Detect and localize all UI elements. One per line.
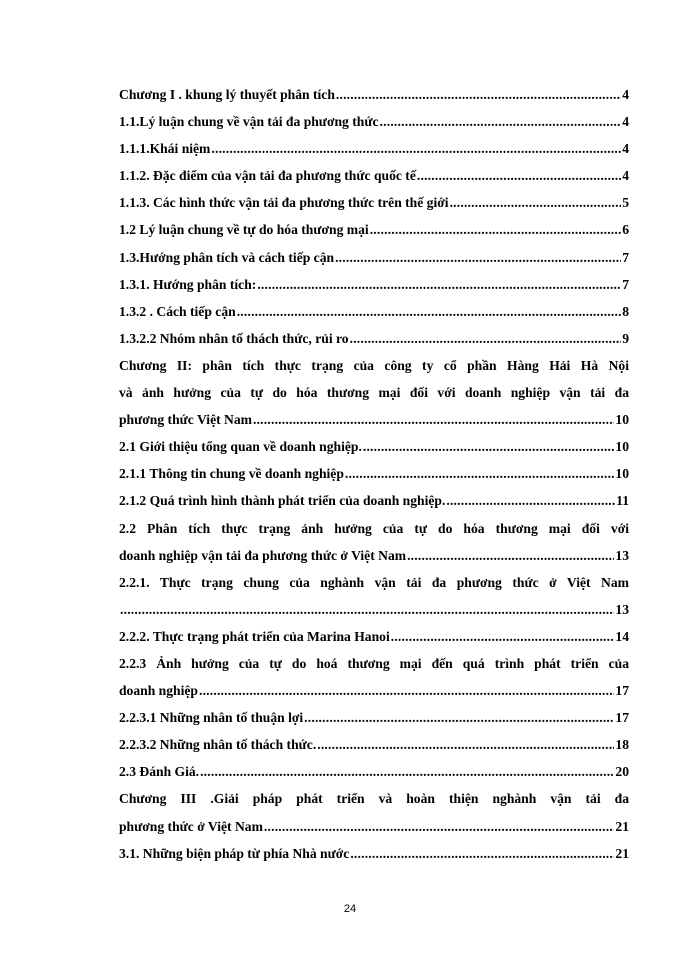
- toc-entry-line: [119, 758, 629, 785]
- toc-entry-line: [119, 244, 629, 271]
- toc-entry[interactable]: [119, 189, 629, 216]
- toc-entry-line: [119, 271, 629, 298]
- toc-entry-title: Chương I . khung lý thuyết phân tích: [119, 87, 335, 102]
- dot-leader: [446, 487, 615, 514]
- toc-page-number: 6: [622, 222, 629, 238]
- dot-leader: [391, 623, 615, 650]
- toc-entry-line: [119, 298, 629, 325]
- toc-entry-title: 2.3 Đánh Giá.: [119, 764, 200, 780]
- toc-entry-title: doanh nghiệp vận tải đa phương thức ở Việt Nam: [119, 547, 407, 563]
- dot-leader: [407, 542, 614, 569]
- toc-entry[interactable]: [119, 758, 629, 785]
- toc-entry[interactable]: [119, 244, 629, 271]
- toc-entry-title: phương thức Việt Nam: [119, 412, 252, 428]
- toc-entry-line: [119, 108, 629, 135]
- toc-page-number: 14: [615, 628, 629, 644]
- toc-entry-title: 1.3.2.2 Nhóm nhân tố thách thức, rủi ro: [119, 330, 349, 346]
- toc-entry-text-line: Chương III .Giải pháp phát triển và hoàn thiện nghành vận tải đa: [119, 791, 629, 807]
- toc-entry-title: 1.3.Hướng phân tích và cách tiếp cận: [119, 249, 335, 265]
- dot-leader: [317, 731, 614, 758]
- toc-page-number: 8: [622, 303, 629, 319]
- dot-leader: [253, 406, 614, 433]
- toc-entry[interactable]: [119, 569, 629, 623]
- toc-entry-title: 1.2 Lý luận chung về tự do hóa thương mại: [119, 222, 369, 238]
- toc-entry-line: [119, 840, 629, 867]
- toc-entry-text-line: Chương II: phân tích thực trạng của công ty cổ phần Hàng Hải Hà Nội: [119, 357, 629, 373]
- toc-entry-line: [119, 433, 629, 460]
- dot-leader: [363, 433, 615, 460]
- toc-entry[interactable]: [119, 271, 629, 298]
- toc-entry[interactable]: [119, 704, 629, 731]
- toc-entry-title: doanh nghiệp: [119, 683, 198, 699]
- toc-entry-line: [119, 542, 629, 569]
- toc-page-number: 4: [622, 114, 629, 130]
- toc-entry-line: [119, 135, 629, 162]
- toc-entry-title: 2.1 Giới thiệu tổng quan về doanh nghiệp.: [119, 439, 362, 455]
- toc-entry[interactable]: [119, 298, 629, 325]
- toc-entry-line: [119, 623, 629, 650]
- toc-entry[interactable]: [119, 108, 629, 135]
- toc-entry[interactable]: [119, 325, 629, 352]
- toc-page-number: 4: [622, 141, 629, 157]
- dot-leader: [304, 704, 614, 731]
- toc-entry-line: [119, 460, 629, 487]
- dot-leader: [199, 677, 614, 704]
- toc-entry[interactable]: [119, 352, 629, 433]
- toc-entry-line: [119, 81, 629, 108]
- toc-entry-line: [119, 216, 629, 243]
- table-of-contents: [119, 81, 629, 867]
- dot-leader: [345, 460, 615, 487]
- toc-entry-text-line: 2.2.3 Ảnh hưởng của tự do hoá thương mại đến quá trình phát triển của: [119, 655, 629, 671]
- dot-leader: [380, 108, 622, 135]
- toc-entry[interactable]: [119, 162, 629, 189]
- toc-entry-title: 2.1.2 Quá trình hình thành phát triển của doanh nghiệp.: [119, 493, 446, 509]
- toc-page-number: 4: [622, 87, 629, 102]
- toc-entry-text-line: và ảnh hưởng của tự do hóa thương mại đối với doanh nghiệp vận tải đa: [119, 385, 629, 401]
- toc-page-number: 9: [622, 330, 629, 346]
- dot-leader: [237, 298, 622, 325]
- dot-leader: [257, 271, 621, 298]
- toc-entry[interactable]: [119, 487, 629, 514]
- toc-page-number: 21: [615, 845, 629, 861]
- dot-leader: [417, 162, 621, 189]
- toc-page-number: 21: [615, 818, 629, 834]
- toc-entry[interactable]: [119, 81, 629, 108]
- toc-page-number: 13: [615, 547, 629, 563]
- toc-entry-text-line: 2.2.1. Thực trạng chung của nghành vận tải đa phương thức ở Việt Nam: [119, 574, 629, 590]
- toc-page-number: 18: [615, 737, 629, 753]
- dot-leader: [264, 813, 615, 840]
- toc-page-number: 10: [615, 412, 629, 428]
- dot-leader: [211, 135, 621, 162]
- toc-entry-title: 1.1.2. Đặc điểm của vận tải đa phương thức quốc tế: [119, 168, 416, 184]
- dot-leader: [450, 189, 622, 216]
- toc-entry-title: 2.2.3.2 Những nhân tố thách thức.: [119, 737, 317, 753]
- toc-page-number: 20: [615, 764, 629, 780]
- page-number: 24: [343, 903, 357, 915]
- dot-leader: [120, 596, 614, 623]
- toc-entry-title: 1.3.1. Hướng phân tích:: [119, 276, 257, 292]
- toc-entry-title: 1.1.Lý luận chung về vận tải đa phương thức: [119, 114, 379, 130]
- toc-page-number: 10: [615, 439, 629, 455]
- toc-entry[interactable]: [119, 650, 629, 704]
- toc-entry[interactable]: [119, 623, 629, 650]
- toc-entry-line: [119, 325, 629, 352]
- toc-entry[interactable]: [119, 460, 629, 487]
- toc-entry-title: 2.1.1 Thông tin chung về doanh nghiệp: [119, 466, 344, 482]
- toc-entry[interactable]: [119, 515, 629, 569]
- toc-page-number: 7: [622, 249, 629, 265]
- toc-entry-line: [119, 731, 629, 758]
- toc-entry-title: 2.2.3.1 Những nhân tố thuận lợi: [119, 710, 304, 726]
- toc-entry[interactable]: [119, 135, 629, 162]
- toc-page-number: 4: [622, 168, 629, 184]
- toc-entry-text-line: 2.2 Phân tích thực trạng ảnh hưởng của tự do hóa thương mại đối với: [119, 520, 629, 536]
- toc-page-number: 17: [615, 683, 629, 699]
- toc-entry-line: [119, 677, 629, 704]
- toc-entry-line: [119, 704, 629, 731]
- dot-leader: [350, 325, 622, 352]
- dot-leader: [335, 244, 621, 271]
- toc-entry-title: phương thức ở Việt Nam: [119, 818, 263, 834]
- toc-entry-line: [119, 189, 629, 216]
- toc-entry-title: 1.3.2 . Cách tiếp cận: [119, 303, 236, 319]
- toc-page-number: 10: [615, 466, 629, 482]
- toc-entry[interactable]: [119, 840, 629, 867]
- toc-entry[interactable]: [119, 433, 629, 460]
- toc-entry-line: [119, 813, 629, 840]
- toc-entry-line: [119, 406, 629, 433]
- toc-page-number: 13: [615, 601, 629, 617]
- toc-page-number: 11: [616, 493, 629, 509]
- toc-entry-line: [119, 596, 629, 623]
- toc-entry[interactable]: [119, 216, 629, 243]
- toc-entry-title: 1.1.3. Các hình thức vận tải đa phương thức trên thế giới: [119, 195, 449, 211]
- toc-entry-title: 2.2.2. Thực trạng phát triển của Marina Hanoi: [119, 628, 390, 644]
- dot-leader: [350, 840, 614, 867]
- toc-page-number: 7: [622, 276, 629, 292]
- toc-entry-line: [119, 162, 629, 189]
- dot-leader: [200, 758, 614, 785]
- toc-entry[interactable]: [119, 731, 629, 758]
- toc-entry-title: 3.1. Những biện pháp từ phía Nhà nước: [119, 845, 350, 861]
- toc-entry[interactable]: [119, 785, 629, 839]
- dot-leader: [336, 81, 621, 108]
- toc-page-number: 17: [615, 710, 629, 726]
- toc-entry-line: [119, 487, 629, 514]
- toc-entry-title: 1.1.1.Khái niệm: [119, 141, 211, 157]
- toc-page-number: 5: [622, 195, 629, 211]
- dot-leader: [370, 216, 622, 243]
